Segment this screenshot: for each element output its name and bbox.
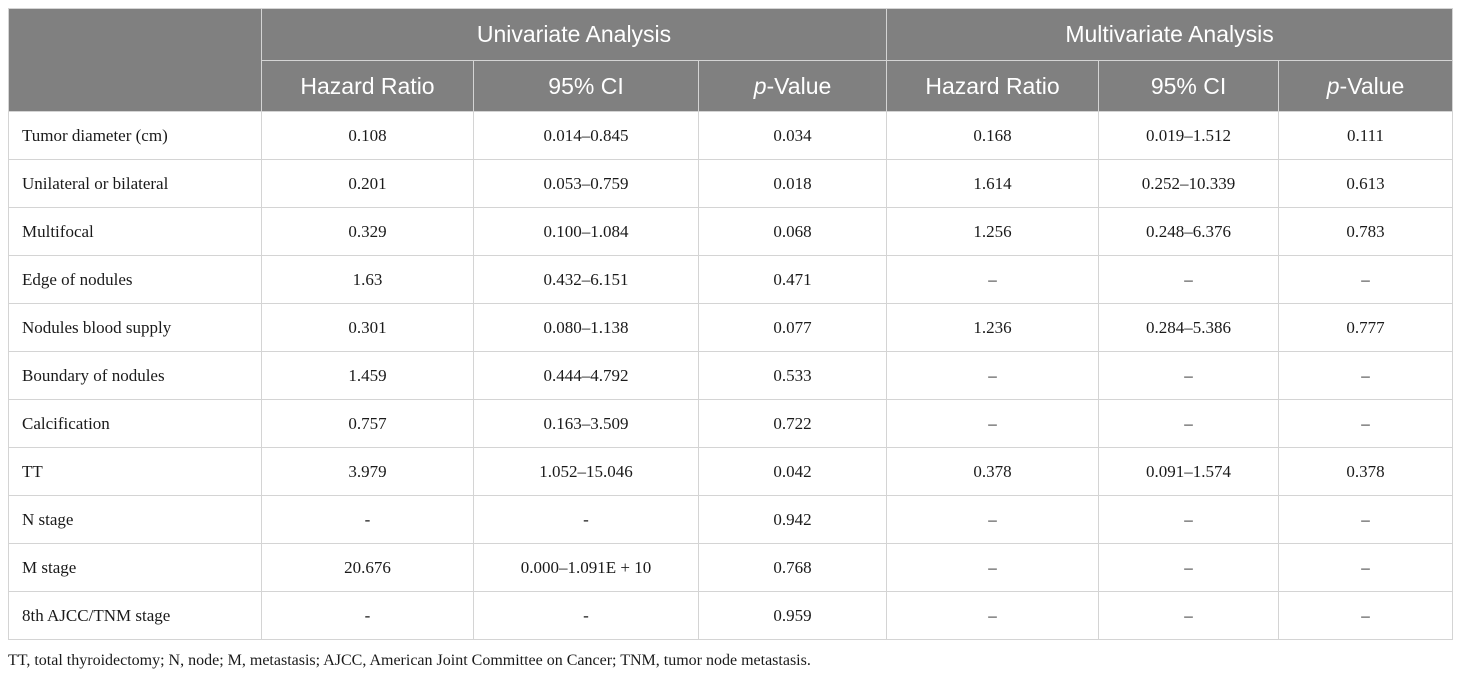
table-cell: 1.256 bbox=[887, 208, 1099, 256]
table-cell: 0.301 bbox=[262, 304, 474, 352]
column-header-text: -Value bbox=[1339, 72, 1405, 99]
multivariate-group-header: Multivariate Analysis bbox=[887, 9, 1453, 61]
table-row bbox=[9, 400, 1453, 448]
table-cell: 0.533 bbox=[699, 352, 887, 400]
table-cell: 0.163–3.509 bbox=[474, 400, 699, 448]
table-cell: 0.757 bbox=[262, 400, 474, 448]
table-cell: 0.432–6.151 bbox=[474, 256, 699, 304]
table-cell: – bbox=[1279, 496, 1453, 544]
column-header-text: Hazard Ratio bbox=[925, 72, 1060, 99]
table-row bbox=[9, 160, 1453, 208]
table-cell: – bbox=[1099, 400, 1279, 448]
table-cell: – bbox=[1099, 256, 1279, 304]
table-cell: – bbox=[887, 496, 1099, 544]
column-header bbox=[699, 61, 887, 112]
table-cell: 0.444–4.792 bbox=[474, 352, 699, 400]
table-cell: 3.979 bbox=[262, 448, 474, 496]
table-cell: 0.100–1.084 bbox=[474, 208, 699, 256]
table-row bbox=[9, 112, 1453, 160]
hazard-ratio-table bbox=[8, 8, 1453, 640]
table-cell: – bbox=[1279, 352, 1453, 400]
table-row bbox=[9, 496, 1453, 544]
table-cell: – bbox=[1099, 496, 1279, 544]
table-cell: 0.252–10.339 bbox=[1099, 160, 1279, 208]
table-cell: – bbox=[887, 352, 1099, 400]
table-cell: 0.068 bbox=[699, 208, 887, 256]
table-cell: 0.378 bbox=[1279, 448, 1453, 496]
table-cell: 0.378 bbox=[887, 448, 1099, 496]
table-cell: 0.201 bbox=[262, 160, 474, 208]
column-header-text: 95% CI bbox=[548, 72, 624, 99]
table-cell: – bbox=[887, 592, 1099, 640]
table-cell: 0.042 bbox=[699, 448, 887, 496]
column-header-prefix: p bbox=[1326, 72, 1340, 99]
table-row bbox=[9, 208, 1453, 256]
column-header bbox=[1279, 61, 1453, 112]
table-row bbox=[9, 256, 1453, 304]
table-cell: 0.942 bbox=[699, 496, 887, 544]
table-cell: 0.014–0.845 bbox=[474, 112, 699, 160]
table-cell: 0.329 bbox=[262, 208, 474, 256]
table-cell: – bbox=[1099, 352, 1279, 400]
corner-header-cell bbox=[9, 9, 262, 112]
table-cell: 20.676 bbox=[262, 544, 474, 592]
row-label: Nodules blood supply bbox=[9, 304, 262, 352]
row-label: 8th AJCC/TNM stage bbox=[9, 592, 262, 640]
table-cell: 1.614 bbox=[887, 160, 1099, 208]
column-header-text: -Value bbox=[766, 72, 832, 99]
table-cell: – bbox=[887, 400, 1099, 448]
table-cell: 0.108 bbox=[262, 112, 474, 160]
table-cell: 0.777 bbox=[1279, 304, 1453, 352]
row-label: Unilateral or bilateral bbox=[9, 160, 262, 208]
row-label: Multifocal bbox=[9, 208, 262, 256]
table-cell: 1.236 bbox=[887, 304, 1099, 352]
table-cell: – bbox=[1099, 592, 1279, 640]
table-cell: 0.077 bbox=[699, 304, 887, 352]
table-cell: 0.091–1.574 bbox=[1099, 448, 1279, 496]
table-row bbox=[9, 448, 1453, 496]
row-label: M stage bbox=[9, 544, 262, 592]
table-cell: – bbox=[1279, 256, 1453, 304]
table-cell: – bbox=[887, 256, 1099, 304]
row-label: Calcification bbox=[9, 400, 262, 448]
table-row bbox=[9, 304, 1453, 352]
column-header-prefix: p bbox=[753, 72, 767, 99]
results-table-container bbox=[8, 8, 1452, 640]
table-footnote: TT, total thyroidectomy; N, node; M, metastasis; AJCC, American Joint Committee on Cancer; TNM, tumor node metastasis. bbox=[8, 652, 811, 669]
column-header bbox=[474, 61, 699, 112]
table-cell: – bbox=[1279, 544, 1453, 592]
column-header-text: 95% CI bbox=[1150, 72, 1227, 99]
table-cell: 0.034 bbox=[699, 112, 887, 160]
table-body bbox=[9, 112, 1453, 640]
group-header-row bbox=[9, 9, 1453, 61]
table-cell: - bbox=[474, 592, 699, 640]
table-header bbox=[9, 9, 1453, 112]
table-cell: 0.613 bbox=[1279, 160, 1453, 208]
table-cell: 0.248–6.376 bbox=[1099, 208, 1279, 256]
table-cell: 1.052–15.046 bbox=[474, 448, 699, 496]
table-cell: 0.471 bbox=[699, 256, 887, 304]
table-cell: 0.783 bbox=[1279, 208, 1453, 256]
column-header bbox=[1099, 61, 1279, 112]
table-cell: 0.019–1.512 bbox=[1099, 112, 1279, 160]
table-row bbox=[9, 352, 1453, 400]
table-cell: 0.284–5.386 bbox=[1099, 304, 1279, 352]
table-cell: 0.080–1.138 bbox=[474, 304, 699, 352]
table-cell: 0.053–0.759 bbox=[474, 160, 699, 208]
table-cell: 0.722 bbox=[699, 400, 887, 448]
table-cell: – bbox=[1099, 544, 1279, 592]
column-header bbox=[262, 61, 474, 112]
table-cell: – bbox=[1279, 400, 1453, 448]
table-cell: 0.111 bbox=[1279, 112, 1453, 160]
row-label: N stage bbox=[9, 496, 262, 544]
table-cell: 0.018 bbox=[699, 160, 887, 208]
column-header-text: Hazard Ratio bbox=[300, 72, 435, 99]
table-cell: 0.168 bbox=[887, 112, 1099, 160]
table-row bbox=[9, 544, 1453, 592]
row-label: Tumor diameter (cm) bbox=[9, 112, 262, 160]
column-header bbox=[887, 61, 1099, 112]
univariate-group-header: Univariate Analysis bbox=[262, 9, 887, 61]
table-cell: - bbox=[474, 496, 699, 544]
table-cell: 0.768 bbox=[699, 544, 887, 592]
table-cell: – bbox=[1279, 592, 1453, 640]
row-label: Edge of nodules bbox=[9, 256, 262, 304]
table-cell: - bbox=[262, 496, 474, 544]
table-cell: 1.63 bbox=[262, 256, 474, 304]
row-label: TT bbox=[9, 448, 262, 496]
table-cell: 0.000–1.091E + 10 bbox=[474, 544, 699, 592]
table-row bbox=[9, 592, 1453, 640]
table-cell: 1.459 bbox=[262, 352, 474, 400]
row-label: Boundary of nodules bbox=[9, 352, 262, 400]
table-cell: – bbox=[887, 544, 1099, 592]
table-cell: 0.959 bbox=[699, 592, 887, 640]
table-cell: - bbox=[262, 592, 474, 640]
